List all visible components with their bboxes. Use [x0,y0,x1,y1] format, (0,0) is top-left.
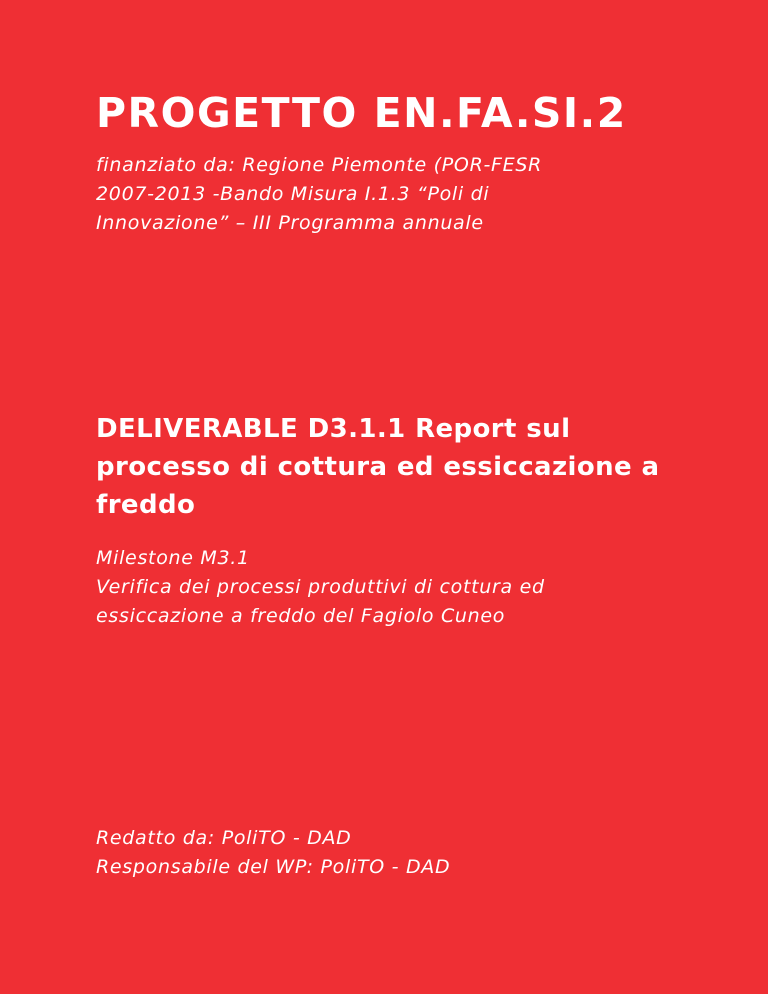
funding-line: Innovazione” – III Programma annuale [96,212,484,234]
authorship-info [96,824,656,882]
funding-line: 2007-2013 -Bando Misura I.1.3 “Poli di [96,183,490,205]
deliverable-heading [96,410,696,524]
milestone-line: Verifica dei processi produttivi di cottura ed [96,576,545,598]
milestone-line: Milestone M3.1 [96,547,250,569]
document-title: PROGETTO EN.FA.SI.2 [96,89,627,137]
deliverable-line: freddo [96,490,196,520]
milestone-line: essiccazione a freddo del Fagiolo Cuneo [96,605,506,627]
milestone-description [96,544,696,631]
funding-statement [96,151,656,238]
deliverable-line: processo di cottura ed essiccazione a [96,452,660,482]
deliverable-line: DELIVERABLE D3.1.1 Report sul [96,414,571,444]
author-line: Responsabile del WP: PoliTO - DAD [96,856,451,878]
author-line: Redatto da: PoliTO - DAD [96,827,352,849]
funding-line: finanziato da: Regione Piemonte (POR-FESR [96,154,543,176]
